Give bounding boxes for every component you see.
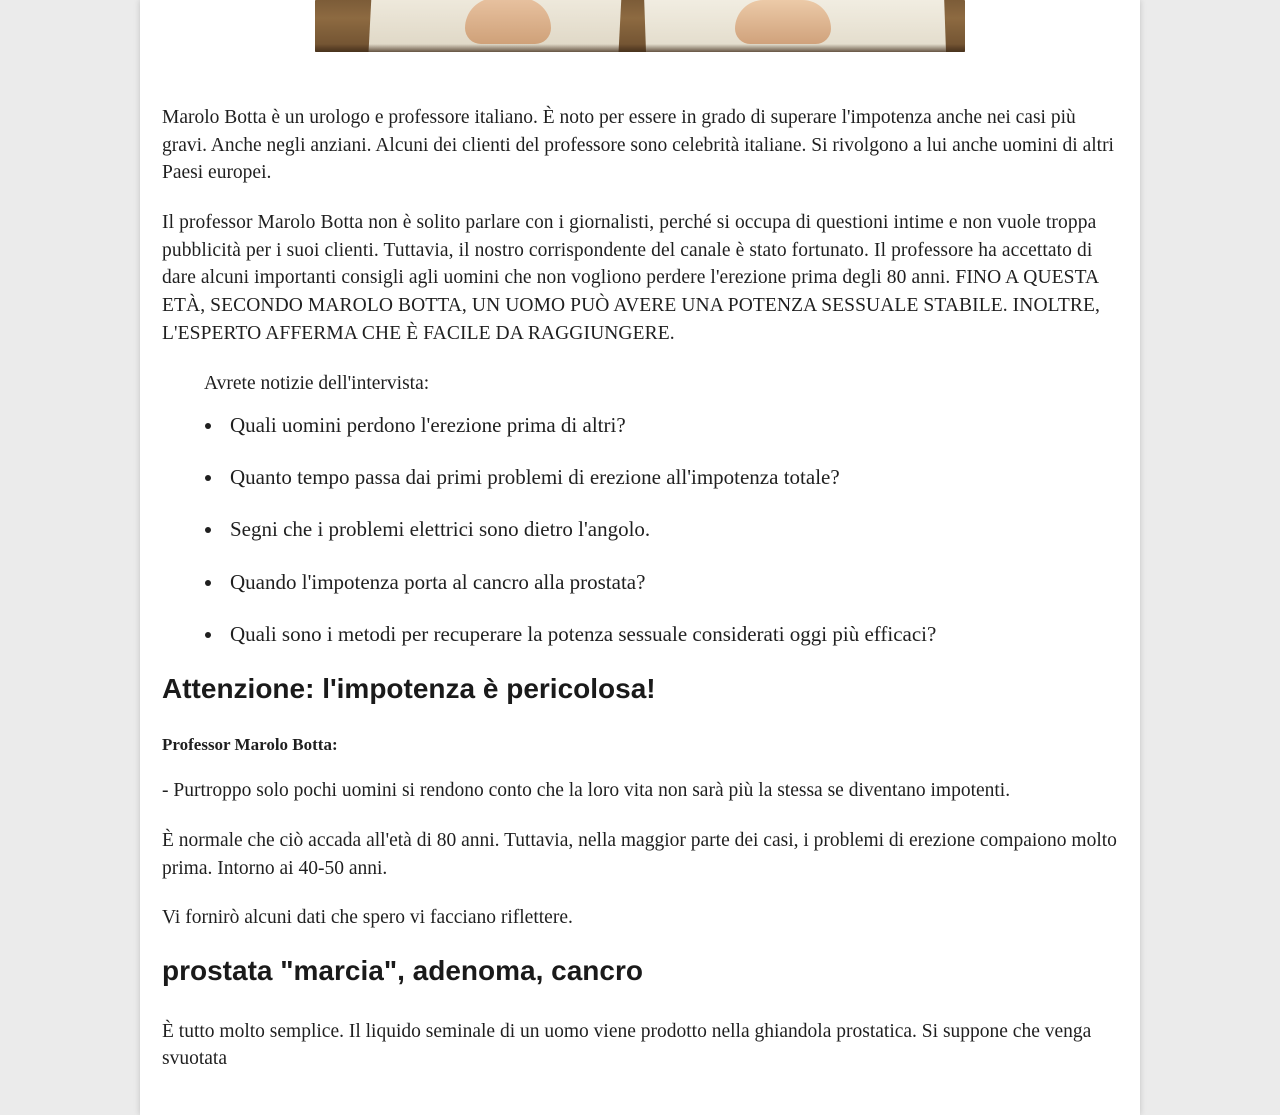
list-item: • Quali uomini perdono l'erezione prima di altri? (224, 411, 1118, 439)
list-item: • Segni che i problemi elettrici sono dietro l'angolo. (224, 515, 1118, 543)
speaker-label: Professor Marolo Botta: (162, 735, 338, 755)
closing-paragraph: È tutto molto semplice. Il liquido seminale di un uomo viene prodotto nella ghiandola prostatica. Si suppone che venga svuotata (162, 1020, 1092, 1070)
list-item: • Quali sono i metodi per recuperare la potenza sessuale considerati oggi più efficaci? (224, 620, 1118, 648)
article-content (140, 0, 1140, 1073)
image-shadow (315, 44, 965, 52)
hero-image (315, 0, 965, 52)
quote-paragraph-2: È normale che ciò accada all'età di 80 anni. Tuttavia, nella maggior parte dei casi, i problemi di erezione compaiono molto prima. Intorno ai 40-50 anni. (162, 830, 1117, 879)
article-page (140, 0, 1140, 1115)
question-list (162, 411, 1118, 648)
quote-paragraph-3: Vi fornirò alcuni dati che spero vi facciano riflettere. (162, 907, 573, 929)
list-item: • Quando l'impotenza porta al cancro alla prostata? (224, 568, 1118, 596)
intro-paragraph-2: Il professor Marolo Botta non è solito parlare con i giornalisti, perché si occupa di questioni intime e non vuole troppa pubblicità per i suoi clienti. Tuttavia, il nostro corrispondente del canale è stato fortunato. Il professore ha accettato di dare alcuni importanti consigli agli uomini che non vogliono perdere l'erezione prima degli 80 anni. FINO A QUESTA ETÀ, SECONDO MAROLO BOTTA, UN UOMO PUÒ AVERE UNA POTENZA SESSUALE STABILE. INOLTRE, L'ESPERTO AFFERMA CHE È FACILE DA RAGGIUNGERE. (162, 212, 1100, 344)
intro-paragraph-1: Marolo Botta è un urologo e professore italiano. È noto per essere in grado di superare l'impotenza anche nei casi più gravi. Anche negli anziani. Alcuni dei clienti del professore sono celebrità italiane. Si rivolgono a lui anche uomini di altri Paesi europei. (162, 107, 1114, 184)
hand-left (465, 0, 551, 44)
quote-paragraph-1: - Purtroppo solo pochi uomini si rendono conto che la loro vita non sarà più la stessa se diventano impotenti. (162, 780, 1011, 802)
hand-right (735, 0, 831, 44)
hero-image-container (162, 0, 1118, 52)
interview-intro: Avrete notizie dell'intervista: (204, 372, 430, 394)
list-item: • Quanto tempo passa dai primi problemi di erezione all'impotenza totale? (224, 463, 1118, 491)
section-heading-danger: Attenzione: l'impotenza è pericolosa! (162, 672, 656, 704)
section-heading-prostate: prostata "marcia", adenoma, cancro (162, 955, 643, 987)
